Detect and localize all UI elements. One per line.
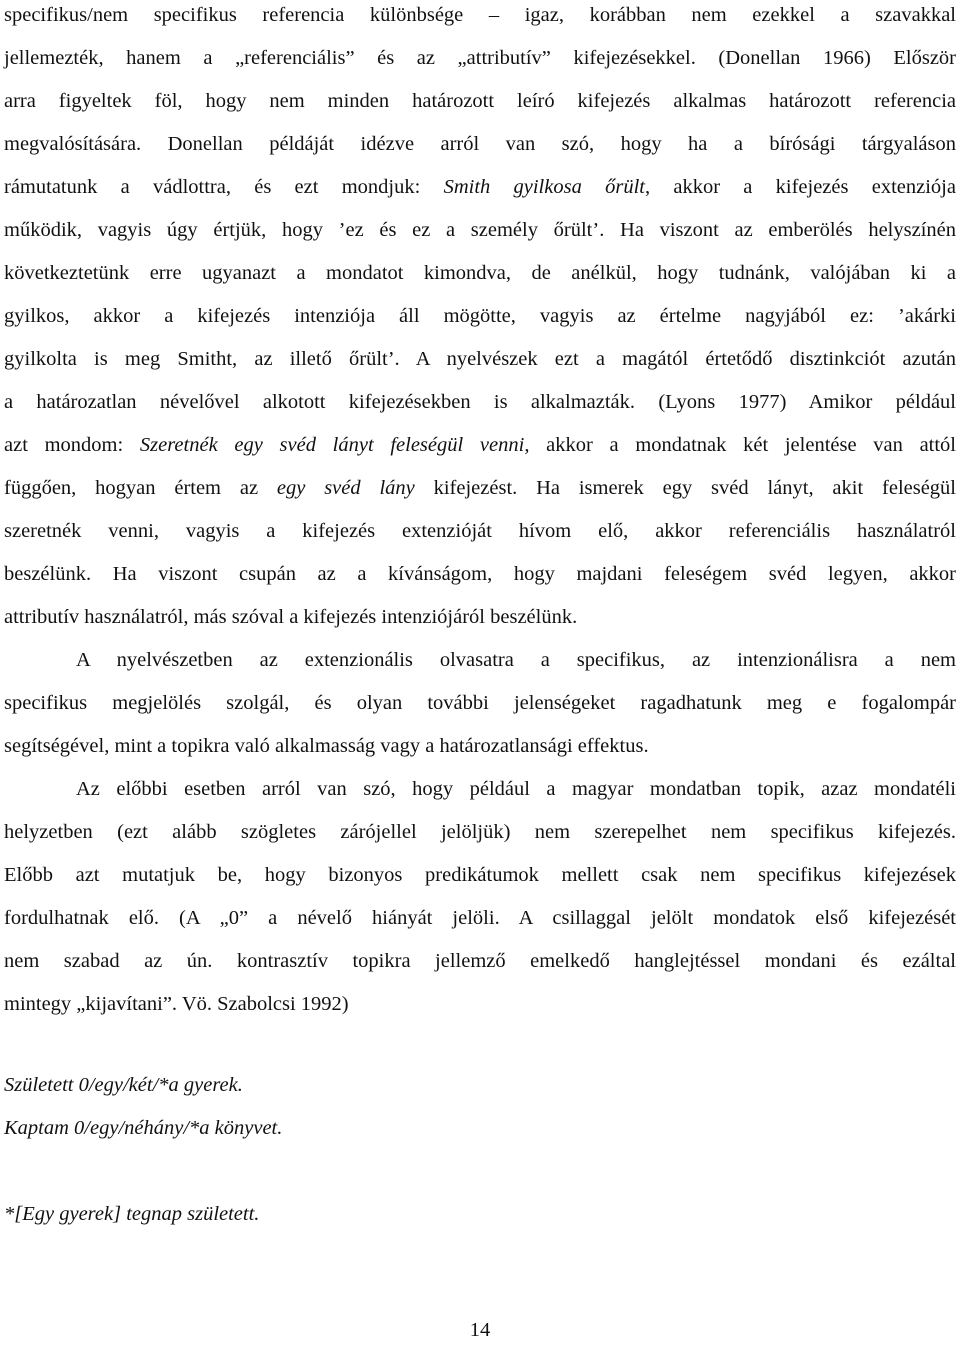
text-span: következtetünk erre ugyanazt a mondatot kimondva, de anélkül, hogy tudnánk, valójában ki a (4, 262, 956, 284)
text-line (4, 43, 956, 73)
text-span: Az előbbi esetben arról van szó, hogy például a magyar mondatban topik, azaz mondatéli (76, 778, 956, 800)
text-span: mintegy „kijavítani”. Vö. Szabolcsi 1992) (4, 993, 349, 1015)
text-line (4, 946, 956, 976)
page-number: 14 (469, 1319, 491, 1341)
text-line (4, 817, 956, 847)
text-line (4, 129, 956, 159)
text-span: azt mondom: (4, 434, 140, 456)
text-line (4, 860, 956, 890)
text-line (4, 344, 956, 374)
text-line (4, 989, 956, 1019)
text-span: specifikus megjelölés szolgál, és olyan további jelenségeket ragadhatunk meg e fogalompár (4, 692, 956, 714)
text-line (4, 516, 956, 546)
text-line (4, 602, 956, 632)
text-span: specifikus/nem specifikus referencia különbsége – igaz, korábban nem ezekkel a szavakkal (4, 4, 956, 26)
text-span: , akkor a mondatnak két jelentése van attól (524, 434, 957, 456)
text-span: helyzetben (ezt alább szögletes zárójellel jelöljük) nem szerepelhet nem specifikus kifejezés. (4, 821, 956, 843)
text-line (4, 731, 956, 761)
text-span: attributív használatról, más szóval a kifejezés intenziójáról beszélünk. (4, 606, 578, 628)
text-span: beszélünk. Ha viszont csupán az a kívánságom, hogy majdani feleségem svéd legyen, akkor (4, 563, 956, 585)
text-span: szeretnék venni, vagyis a kifejezés extenzióját hívom elő, akkor referenciális használatról (4, 520, 956, 542)
text-line (4, 903, 956, 933)
text-line (4, 688, 956, 718)
text-span: gyilkos, akkor a kifejezés intenziója áll mögötte, vagyis az értelme nagyjából ez: ’akárki (4, 305, 956, 327)
italic-phrase: Szeretnék egy svéd lányt feleségül venni (139, 434, 525, 456)
text-span: segítségével, mint a topikra való alkalmasság vagy a határozatlansági effektus. (4, 735, 649, 757)
text-span: Előbb azt mutatjuk be, hogy bizonyos predikátumok mellett csak nem specifikus kifejezések (4, 864, 956, 886)
text-line (4, 301, 956, 331)
italic-phrase: egy svéd lány (276, 477, 415, 499)
text-line (4, 645, 956, 675)
text-line (4, 387, 956, 417)
text-span: jellemezték, hanem a „referenciális” és az „attributív” kifejezésekkel. (Donellan 1966) Először (4, 47, 956, 69)
text-span: A nyelvészetben az extenzionális olvasatra a specifikus, az intenzionálisra a nem (76, 649, 956, 671)
example-sentence: *[Egy gyerek] tegnap született. (4, 1203, 260, 1225)
text-span: , akkor a kifejezés extenziója (644, 176, 956, 198)
text-span: működik, vagyis úgy értjük, hogy ’ez és ez a személy őrült’. Ha viszont az emberölés helyszínén (4, 219, 956, 241)
text-line (4, 430, 956, 460)
example-sentence: Kaptam 0/egy/néhány/*a könyvet. (4, 1117, 283, 1139)
text-line (4, 774, 956, 804)
text-span: nem szabad az ún. kontrasztív topikra jellemző emelkedő hanglejtéssel mondani és ezáltal (4, 950, 956, 972)
text-span: megvalósítására. Donellan példáját idézve arról van szó, hogy ha a bírósági tárgyaláson (4, 133, 956, 155)
text-line (4, 473, 956, 503)
text-span: gyilkolta is meg Smitht, az illető őrült’. A nyelvészek ezt a magától értetődő disztinkciót azután (4, 348, 956, 370)
text-span: a határozatlan névelővel alkotott kifejezésekben is alkalmazták. (Lyons 1977) Amikor például (4, 391, 956, 413)
text-line (4, 0, 956, 30)
text-span: kifejezést. Ha ismerek egy svéd lányt, akit feleségül (414, 477, 957, 499)
text-line (4, 258, 956, 288)
text-line (4, 172, 956, 202)
text-span: fordulhatnak elő. (A „0” a névelő hiányát jelöli. A csillaggal jelölt mondatok első kifejezését (4, 907, 956, 929)
text-line (4, 559, 956, 589)
italic-phrase: Smith gyilkosa őrült (443, 176, 645, 198)
text-line (4, 215, 956, 245)
text-line (4, 86, 956, 116)
text-span: függően, hogyan értem az (4, 477, 277, 499)
text-span: arra figyeltek föl, hogy nem minden határozott leíró kifejezés alkalmas határozott referencia (4, 90, 956, 112)
example-sentence: Született 0/egy/két/*a gyerek. (4, 1074, 243, 1096)
text-span: rámutatunk a vádlottra, és ezt mondjuk: (4, 176, 444, 198)
